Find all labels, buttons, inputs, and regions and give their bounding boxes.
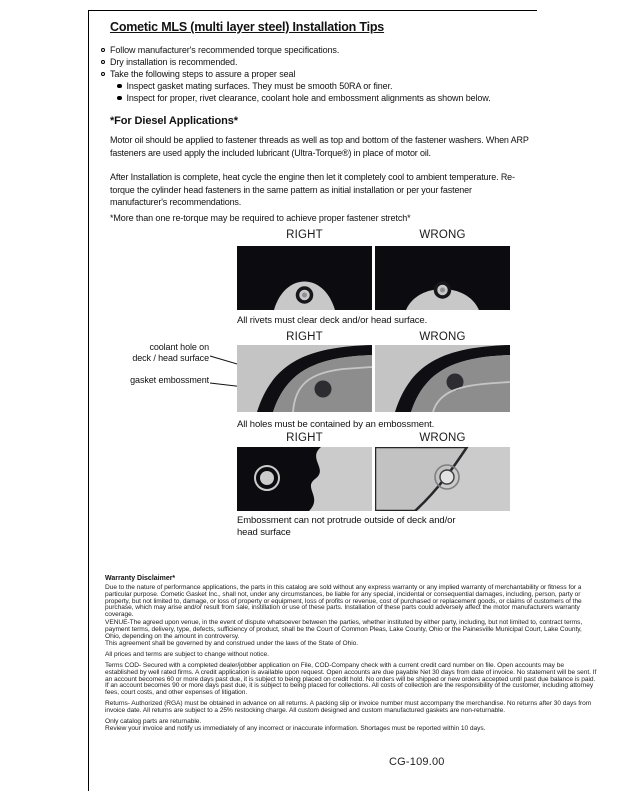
warranty-paragraph: Only catalog parts are returnable.: [105, 717, 202, 725]
filled-bullet-icon: [117, 84, 122, 89]
warranty-section: [105, 575, 597, 737]
warranty-heading: Warranty Disclaimer*: [105, 575, 176, 582]
page-code: CG-109.00: [389, 756, 445, 768]
warranty-paragraph: Review your invoice and notify us immediately of any incorrect or inaccurate information. Shortages must be reported within 10 days.: [105, 725, 486, 733]
row1-wrong-label: WRONG: [419, 229, 466, 241]
tip-text: Inspect for proper, rivet clearance, coolant hole and embossment alignments as shown below.: [126, 93, 491, 103]
tip-text: Dry installation is recommended.: [110, 57, 238, 67]
warranty-paragraph: Terms COD- Secured with a completed dealer/jobber application on File, COD-Company check with a current credit card number on file. Open accounts may be established by well rated firms. A credit application is available upon request. Open accounts are due payable Net 30 days from date of invoice. No statement will be sent. If an account becomes 60 or more days past due, it is subject to being placed on credit hold. No orders will be shipped or new orders accepted until past due balance is paid. If an account becomes 90 or more days past due, it is subject to being placed for collections. All costs of collection are the responsibility of the customer, including attorney fees, court costs, and other expenses of litigation.: [105, 661, 597, 697]
diesel-paragraph-2: After Installation is complete, heat cycle the engine then let it completely cool to ambient temperature. Re-torque the cylinder head fasteners in the same pattern as initial installation or per your fastener manufacturer's recommendations.: [110, 172, 515, 207]
diesel-paragraph-1: Motor oil should be applied to fastener threads as well as top and bottom of the fastener washers. When ARP fasteners are used apply the included lubricant (Ultra-Torque®) in place of motor oil.: [110, 135, 529, 158]
row1-right-label: RIGHT: [286, 229, 323, 241]
diagram-row1-wrong-panel: [375, 246, 510, 310]
coolant-hole-callout: [116, 342, 209, 363]
tip-item: [101, 68, 561, 80]
tip-sub-item: [117, 80, 561, 92]
diagram-row2-right-panel: [237, 345, 372, 412]
open-bullet-icon: [101, 48, 105, 52]
diagram-row3-wrong-panel: [375, 447, 510, 511]
open-bullet-icon: [101, 72, 105, 76]
open-bullet-icon: [101, 60, 105, 64]
filled-bullet-icon: [117, 96, 122, 101]
diesel-applications-heading: *For Diesel Applications*: [110, 115, 238, 127]
tip-item: [101, 56, 561, 68]
retorque-note: *More than one re-torque may be required to achieve proper fastener stretch*: [110, 213, 411, 223]
row2-wrong-label: WRONG: [419, 331, 466, 343]
diagram-row1-right-panel: [237, 246, 372, 310]
tip-item: [101, 44, 561, 56]
page-border-top: [88, 10, 537, 11]
page-title: Cometic MLS (multi layer steel) Installation Tips: [110, 20, 385, 34]
coolant-hole-callout-line2: deck / head surface: [132, 352, 209, 363]
tip-text: Follow manufacturer's recommended torque specifications.: [110, 45, 340, 55]
warranty-paragraph: All prices and terms are subject to change without notice.: [105, 651, 269, 659]
tip-text: Inspect gasket mating surfaces. They must be smooth 50RA or finer.: [126, 81, 393, 91]
diagram-row1-caption: All rivets must clear deck and/or head surface.: [237, 315, 428, 326]
diagram-row3-caption: Embossment can not protrude outside of deck and/or head surface: [237, 515, 456, 538]
warranty-paragraph: Due to the nature of performance applications, the parts in this catalog are sold without any express warranty or any implied warranty of merchantability or fitness for a particular purpose. Cometic Gasket Inc., shall not, under any circumstances, be liable for any special, incidental or consequential damages, including, person, party or property, but not limited to, damage, or loss of property or equipment, loss of profits or revenue, cost of purchased or replacement goods, or claims of customers of the purchase, which may arise and/or result from sale, instillation or use of these parts. Installation of these parts could adversely affect the motor manufacturers warranty coverage.: [105, 584, 582, 619]
row2-right-label: RIGHT: [286, 331, 323, 343]
diagram-row2-wrong-panel: [375, 345, 510, 412]
installation-tips-list: [101, 44, 561, 104]
warranty-paragraph: This agreement shall be governed by and construed under the laws of the State of Ohio.: [105, 640, 359, 648]
warranty-paragraph: VENUE-The agreed upon venue, in the event of dispute whatsoever between the parties, whether instituted by either party, including, but not limited to, contract terms, payment terms, delivery, type, defects, sufficiency of product, shall be the Court of Common Pleas, Lake County, Ohio or the Painesville Municipal Court, Lake County, Ohio, depending on the amount in controversy.: [105, 618, 583, 640]
row3-right-label: RIGHT: [286, 432, 323, 444]
coolant-hole-callout-line1: coolant hole on: [149, 342, 209, 352]
tip-sub-item: [117, 92, 561, 104]
warranty-paragraph: Returns- Authorized (RGA) must be obtained in advance on all returns. A packing slip or invoice number must accompany the merchandise. No returns after 30 days from invoice date. All returns are subject to a 25% restocking charge. All custom designed and custom manufactured gaskets are non-returnable.: [105, 699, 592, 714]
row3-wrong-label: WRONG: [419, 432, 466, 444]
page-border-left: [88, 10, 89, 791]
tip-text: Take the following steps to assure a proper seal: [110, 69, 296, 79]
diagram-row2-caption: All holes must be contained by an embossment.: [237, 419, 435, 430]
gasket-embossment-callout: gasket embossment: [130, 375, 209, 385]
diagram-row3-right-panel: [237, 447, 372, 511]
